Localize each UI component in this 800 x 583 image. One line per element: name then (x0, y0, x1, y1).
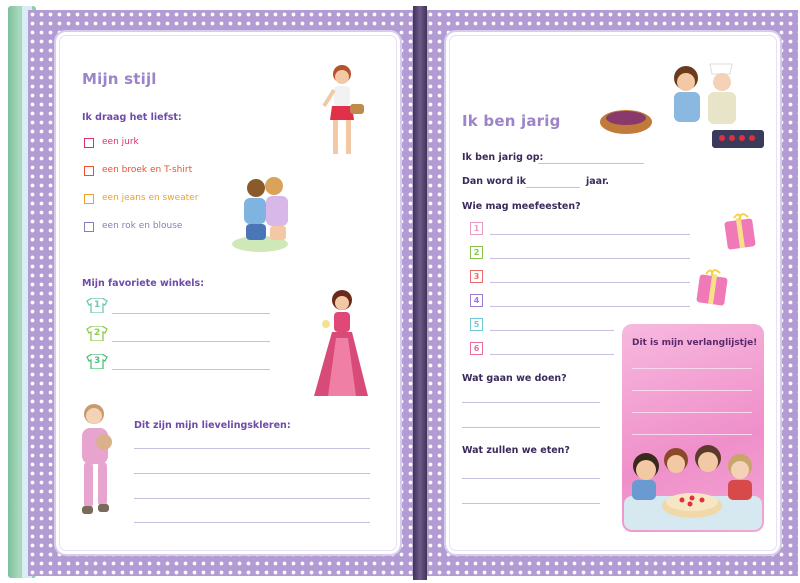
girl-with-basket-illustration (318, 62, 370, 172)
clothes-line-3[interactable] (134, 498, 370, 499)
age-line[interactable] (526, 187, 580, 188)
age-prefix-label: Dan word ik (462, 176, 527, 187)
guest-number-5: 5 (470, 318, 483, 331)
activities-line-2[interactable] (462, 427, 600, 428)
option-jeans-sweater-label: een jeans en sweater (102, 193, 199, 203)
hugging-children-illustration (230, 174, 304, 254)
guest-line-5[interactable] (490, 330, 614, 331)
activities-label: Wat gaan we doen? (462, 373, 567, 384)
wishlist-line-2[interactable] (632, 390, 752, 391)
guest-line-4[interactable] (490, 306, 690, 307)
children-with-cake-illustration (624, 436, 762, 530)
food-label: Wat zullen we eten? (462, 445, 570, 456)
wishlist-box (622, 324, 764, 532)
wear-question-label: Ik draag het liefst: (82, 112, 182, 123)
page-title-style: Mijn stijl (82, 70, 157, 88)
option-skirt-blouse-label: een rok en blouse (102, 221, 183, 231)
guest-line-1[interactable] (490, 234, 690, 235)
wishlist-title: Dit is mijn verlanglijstje! (632, 338, 758, 348)
guests-label: Wie mag meefeesten? (462, 201, 581, 212)
shop-number-3: 3 (94, 356, 101, 366)
birthday-date-label: Ik ben jarig op: (462, 152, 544, 163)
guest-line-3[interactable] (490, 282, 690, 283)
checkbox-pants-tshirt[interactable] (84, 166, 94, 176)
wishlist-line-1[interactable] (632, 368, 752, 369)
shop-line-1[interactable] (112, 313, 270, 314)
page-title-birthday: Ik ben jarig (462, 112, 561, 130)
birthday-date-line[interactable] (538, 163, 644, 164)
food-line-2[interactable] (462, 503, 600, 504)
checkbox-jeans-sweater[interactable] (84, 194, 94, 204)
checkbox-dress[interactable] (84, 138, 94, 148)
children-baking-illustration (600, 62, 768, 154)
shop-number-2: 2 (94, 328, 101, 338)
shops-label: Mijn favoriete winkels: (82, 278, 204, 289)
age-suffix-label: jaar. (586, 176, 610, 187)
favorite-clothes-label: Dit zijn mijn lievelingskleren: (134, 420, 291, 431)
guest-number-4: 4 (470, 294, 483, 307)
activities-line-1[interactable] (462, 402, 600, 403)
checkbox-skirt-blouse[interactable] (84, 222, 94, 232)
guest-number-3: 3 (470, 270, 483, 283)
book-gutter (413, 6, 427, 580)
food-line-1[interactable] (462, 478, 600, 479)
guest-number-2: 2 (470, 246, 483, 259)
wishlist-line-4[interactable] (632, 434, 752, 435)
guest-number-6: 6 (470, 342, 483, 355)
wishlist-line-3[interactable] (632, 412, 752, 413)
toddler-in-pajamas-illustration (72, 398, 128, 528)
princess-illustration (310, 288, 370, 400)
shop-line-3[interactable] (112, 369, 270, 370)
option-dress-label: een jurk (102, 137, 139, 147)
shop-number-1: 1 (94, 300, 101, 310)
shop-line-2[interactable] (112, 341, 270, 342)
clothes-line-1[interactable] (134, 448, 370, 449)
guest-line-6[interactable] (490, 354, 614, 355)
clothes-line-4[interactable] (134, 522, 370, 523)
option-pants-tshirt-label: een broek en T-shirt (102, 165, 193, 175)
guest-number-1: 1 (470, 222, 483, 235)
gift-icon (694, 268, 730, 308)
guest-line-2[interactable] (490, 258, 690, 259)
gift-icon (722, 212, 758, 250)
clothes-line-2[interactable] (134, 473, 370, 474)
